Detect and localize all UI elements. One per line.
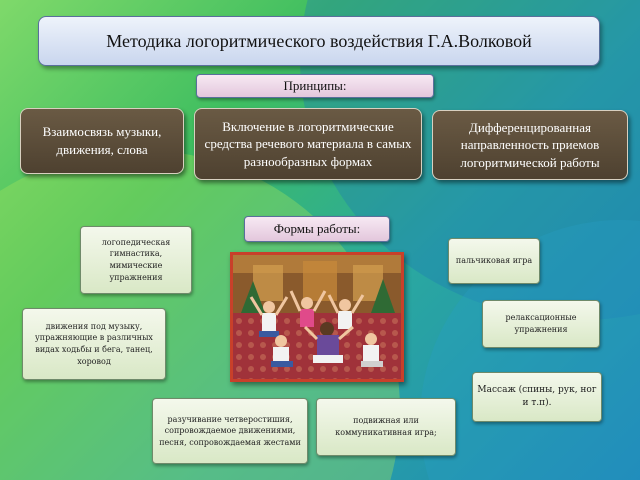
form-text: логопедическая гимнастика, мимические упражнения [101, 237, 171, 282]
forms-header: Формы работы: [244, 216, 390, 242]
form-text: пальчиковая игра [455, 256, 533, 266]
form-text: движения под музыку, упражняющие в различных видах ходьбы и бега, танец, хоровод [35, 321, 153, 366]
form-box [80, 226, 192, 294]
principle-text: Включение в логоритмические средства речевого материала в самых разнообразных формах [204, 118, 412, 169]
principle-box [194, 108, 422, 180]
children-exercise-photo [230, 252, 404, 382]
principles-header: Принципы: [196, 74, 434, 98]
form-box [22, 308, 166, 380]
form-box [448, 238, 540, 284]
form-box [316, 398, 456, 456]
principle-text: Дифференцированная направленность приемов логоритмической работы [460, 119, 600, 170]
form-text: разучивание четверостишия, сопровождаемое движениями, песня, сопровождаемая жестами [159, 414, 301, 447]
form-text: релаксационные упражнения [505, 313, 577, 334]
slide-title: Методика логоритмического воздействия Г.А.Волковой [38, 16, 600, 66]
form-box [482, 300, 600, 348]
principle-text: Взаимосвязь музыки, движения, слова [42, 124, 162, 157]
form-text: Массаж (спины, рук, ног и т.п). [477, 384, 597, 408]
form-box [152, 398, 308, 464]
form-box [472, 372, 602, 422]
principle-box [432, 110, 628, 180]
form-text: подвижная или коммуникативная игра; [335, 416, 437, 437]
principle-box [20, 108, 184, 174]
